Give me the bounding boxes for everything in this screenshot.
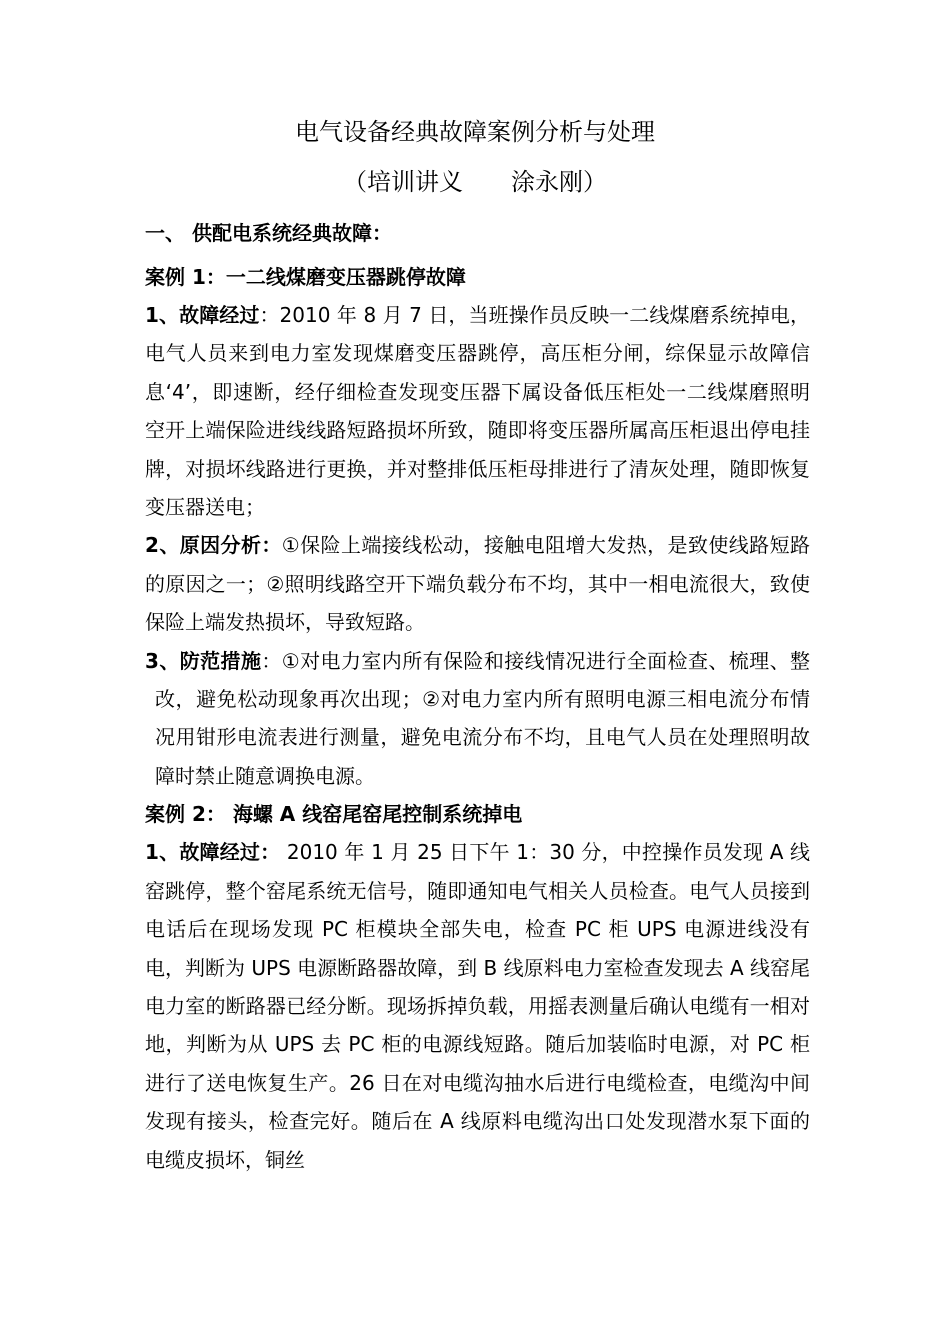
document-subtitle: （培训讲义 涂永刚） <box>343 168 607 196</box>
case2-heading: 案例 2： 海螺 A 线窑尾窑尾控制系统掉电 <box>145 802 523 827</box>
case2-process-text: 2010 年 1 月 25 日下午 1：30 分，中控操作员发现 A 线窑跳停，整个窑尾系统无信号，随即通知电气相关人员检查。电气人员接到电话后在现场发现 PC 柜模块全部失电，检查 PC 柜 UPS 电源进线没有电，判断为 UPS 电源断路器故障，到 B 线原料电力室检查发现去 A 线窑尾电力室的断路器已经分断。现场拆掉负载，用摇表测量后确认电缆有一相对地，判断为从 UPS 去 PC 柜的电源线短路。随后加装临时电源，对 PC 柜进行了送电恢复生产。26 日在对电缆沟抽水后进行电缆检查，电缆沟中间发现有接头，检查完好。随后在 A 线原料电缆沟出口处发现潜水泵下面的电缆皮损坏，铜丝 <box>145 840 810 1172</box>
section-heading: 一、 供配电系统经典故障： <box>145 221 392 245</box>
document-body <box>145 212 810 1179</box>
document-title: 电气设备经典故障案例分析与处理 <box>295 118 655 146</box>
case1-process-text: ：2010 年 8 月 7 日，当班操作员反映一二线煤磨系统掉电，电气人员来到电力室发现煤磨变压器跳停，高压柜分闸，综保显示故障信息‘4’，即速断，经仔细检查发现变压器下属设备低压柜处一二线煤磨照明空开上端保险进线线路短路损坏所致，随即将变压器所属高压柜退出停电挂牌，对损坏线路进行更换，并对整排低压柜母排进行了清灰处理，随即恢复变压器送电； <box>145 303 810 520</box>
case2-process-label: 1、故障经过： <box>145 840 281 865</box>
case1-paragraph-process <box>145 296 810 526</box>
case1-paragraph-prevention <box>145 642 810 796</box>
case1-prevention-label: 3、防范措施 <box>145 648 262 673</box>
case1-prevention-text: ：①对电力室内所有保险和接线情况进行全面检查、梳理、整改，避免松动现象再次出现；②对电力室内所有照明电源三相电流分布情况用钳形电流表进行测量，避免电流分布不均，且电气人员在处理照明故障时禁止随意调换电源。 <box>155 648 810 788</box>
case1-cause-text: ①保险上端接线松动，接触电阻增大发热，是致使线路短路的原因之一；②照明线路空开下端负载分布不均，其中一相电流很大，致使保险上端发热损坏，导致短路。 <box>145 533 810 635</box>
case1-cause-label: 2、原因分析： <box>145 533 282 558</box>
case2-paragraph-process <box>145 833 810 1179</box>
case1-heading: 案例 1：一二线煤磨变压器跳停故障 <box>145 265 466 289</box>
case1-process-label: 1、故障经过 <box>145 303 260 327</box>
case1-paragraph-cause <box>145 526 810 641</box>
